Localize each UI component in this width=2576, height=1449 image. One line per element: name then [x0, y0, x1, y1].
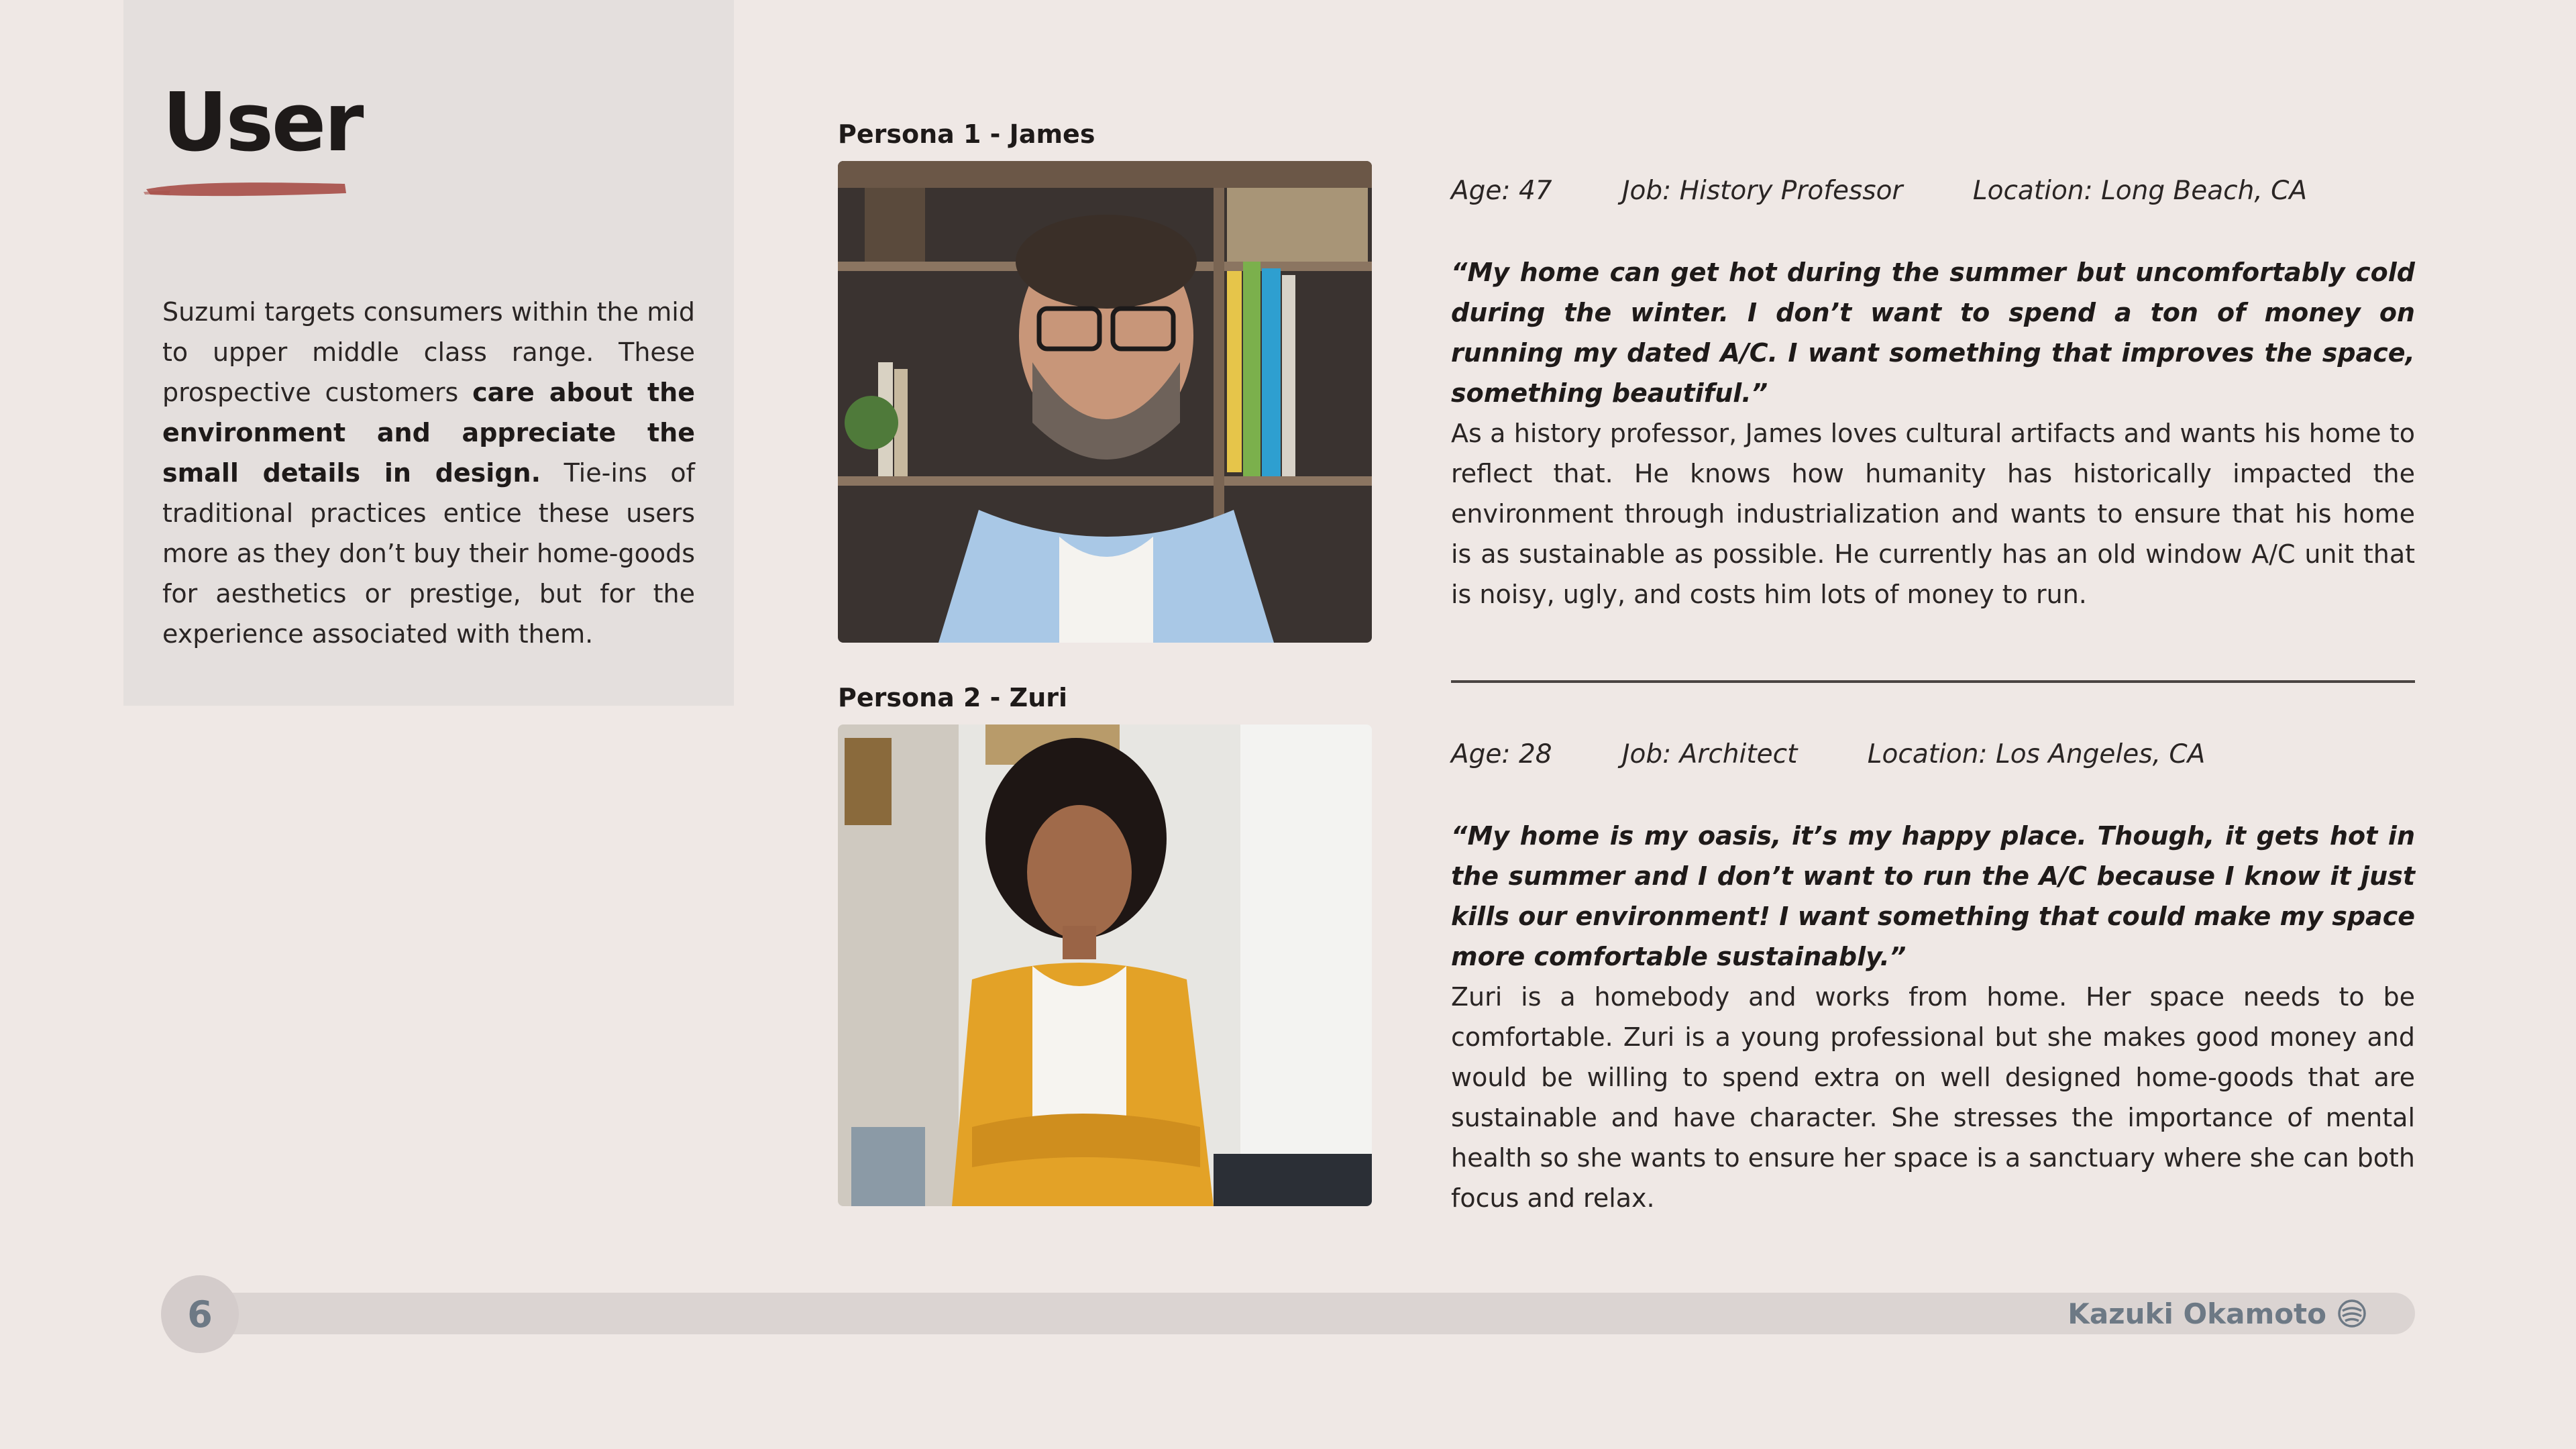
persona-1-age: Age: 47	[1451, 176, 1552, 206]
persona-1-photo	[838, 161, 1372, 643]
author-credit	[2068, 1293, 2368, 1334]
persona-2-label: Persona 2 - Zuri	[838, 683, 1068, 712]
swirl-logo-icon	[2336, 1297, 2368, 1330]
page-number: 6	[161, 1275, 239, 1353]
author-name: Kazuki Okamoto	[2068, 1297, 2326, 1330]
persona-2-quote: “My home is my oasis, it’s my happy place. Though, it gets hot in the summer and I don’t want to run the A/C because I know it just kills our environment! I want something that could make my space more comfortable sustainably.”	[1451, 821, 2415, 971]
persona-1-job: Job: History Professor	[1622, 176, 1903, 206]
persona-2-bio: Zuri is a homebody and works from home. Her space needs to be comfortable. Zuri is a young professional but she makes good money and would be willing to spend extra on well designed home-goods that are sustainable and have character. She stresses the importance of mental health so she wants to ensure her space is a sanctuary where she can both focus and relax.	[1451, 982, 2415, 1213]
intro-text-bold: care about the environment and appreciate the small details in design.	[162, 378, 695, 488]
persona-2-photo	[838, 724, 1372, 1206]
persona-1-bio: As a history professor, James loves cultural artifacts and wants his home to reflect that. He knows how humanity has historically impacted the environment through industrialization and wants to ensure that his home is as sustainable as possible. He currently has an old window A/C unit that is noisy, ugly, and costs him lots of money to run.	[1451, 419, 2415, 609]
persona-1-label: Persona 1 - James	[838, 119, 1095, 149]
persona-2-job: Job: Architect	[1622, 739, 1798, 769]
persona-1-location: Location: Long Beach, CA	[1972, 176, 2308, 206]
persona-1-meta	[1451, 176, 2369, 206]
persona-divider	[1451, 680, 2415, 683]
intro-text-end: Tie-ins of traditional practices entice these users more as they don’t buy their home-goods for aesthetics or prestige, but for the experience associated with them.	[162, 458, 695, 649]
persona-2-meta	[1451, 739, 2267, 769]
persona-1-quote: “My home can get hot during the summer but uncomfortably cold during the winter. I don’t want to spend a ton of money on running my dated A/C. I want something that improves the space, something beautiful.”	[1451, 258, 2415, 408]
persona-2-age: Age: 28	[1451, 739, 1552, 769]
persona-2-location: Location: Los Angeles, CA	[1867, 739, 2206, 769]
intro-paragraph	[162, 292, 695, 654]
intro-text-start: Suzumi targets consumers within the mid to upper middle class range. These prospective customers	[162, 297, 695, 407]
page-title: User	[162, 76, 362, 170]
brush-stroke-underline	[144, 176, 349, 201]
